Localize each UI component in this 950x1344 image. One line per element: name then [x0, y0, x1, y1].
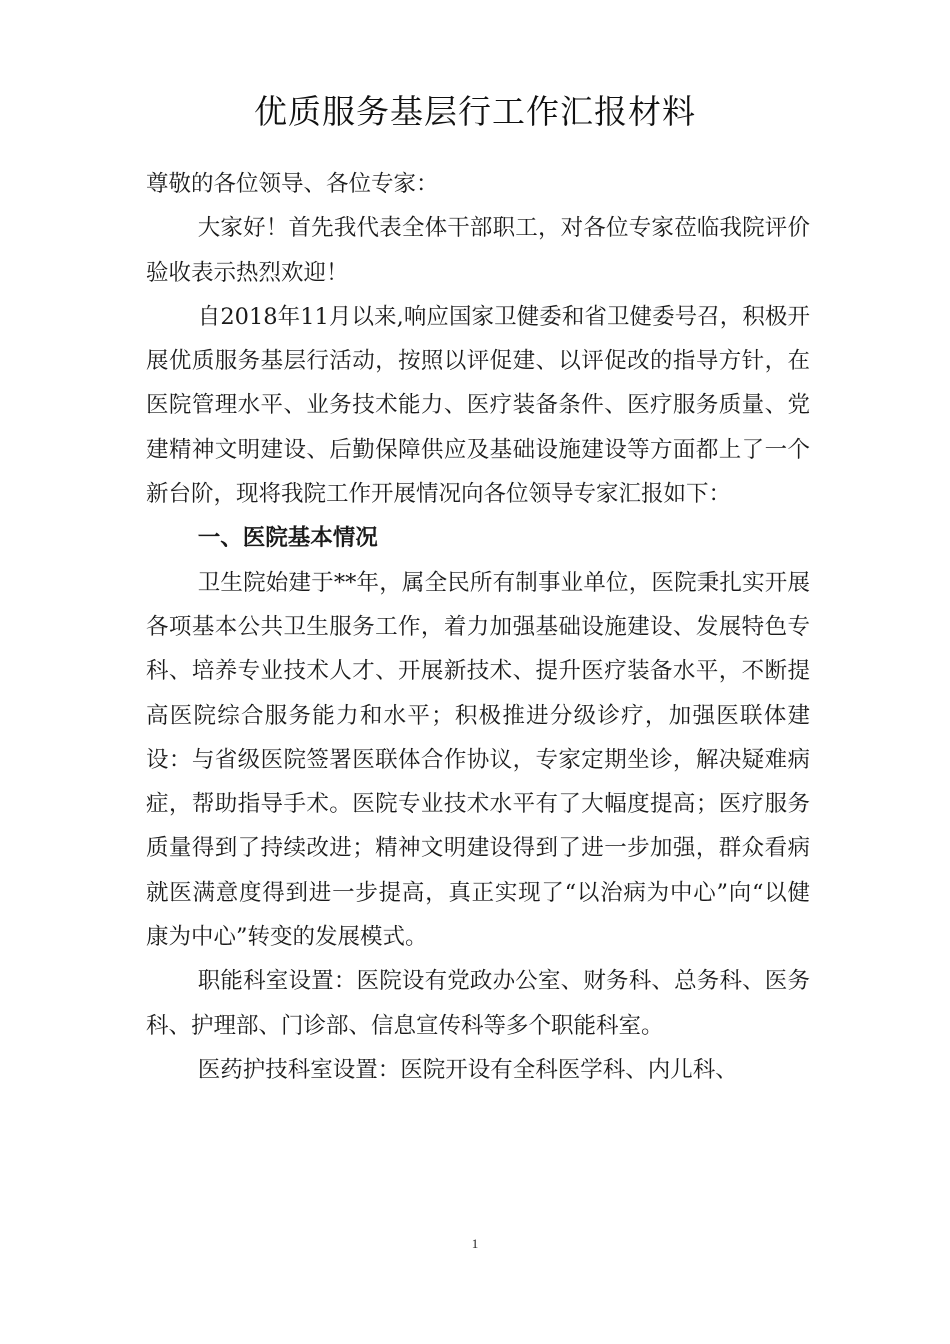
page-number: 1 — [471, 1236, 479, 1251]
paragraph-functional-departments: 职能科室设置：医院设有党政办公室、财务科、总务科、医务科、护理部、门诊部、信息宣传科等多个职能科室。 — [146, 968, 810, 1039]
document-body — [146, 162, 810, 1092]
paragraph-greeting: 大家好！首先我代表全体干部职工，对各位专家莅临我院评价验收表示热烈欢迎！ — [146, 215, 810, 286]
paragraph-hospital-overview: 卫生院始建于**年，属全民所有制事业单位，医院秉扎实开展各项基本公共卫生服务工作，着力加强基础设施建设、发展特色专科、培养专业技术人才、开展新技术、提升医疗装备水平，不断提高医院综合服务能力和水平；积极推进分级诊疗，加强医联体建设：与省级医院签署医联体合作协议，专家定期坐诊，解决疑难病症，帮助指导手术。医院专业技术水平有了大幅度提高；医疗服务质量得到了持续改进；精神文明建设得到了进一步加强，群众看病就医满意度得到进一步提高，真正实现了“以治病为中心”向“以健康为中心”转变的发展模式。 — [146, 569, 810, 951]
paragraph-introduction: 自2018年11月以来,响应国家卫健委和省卫健委号召，积极开展优质服务基层行活动，按照以评促建、以评促改的指导方针，在医院管理水平、业务技术能力、医疗装备条件、医疗服务质量、党建精神文明建设、后勤保障供应及基础设施建设等方面都上了一个新台阶，现将我院工作开展情况向各位领导专家汇报如下： — [146, 303, 810, 508]
salutation: 尊敬的各位领导、各位专家： — [146, 171, 439, 197]
document-title: 优质服务基层行工作汇报材料 — [254, 92, 696, 131]
paragraph-clinical-departments: 医药护技科室设置：医院开设有全科医学科、内儿科、 — [197, 1056, 738, 1083]
section-heading: 一、医院基本情况 — [197, 525, 378, 552]
